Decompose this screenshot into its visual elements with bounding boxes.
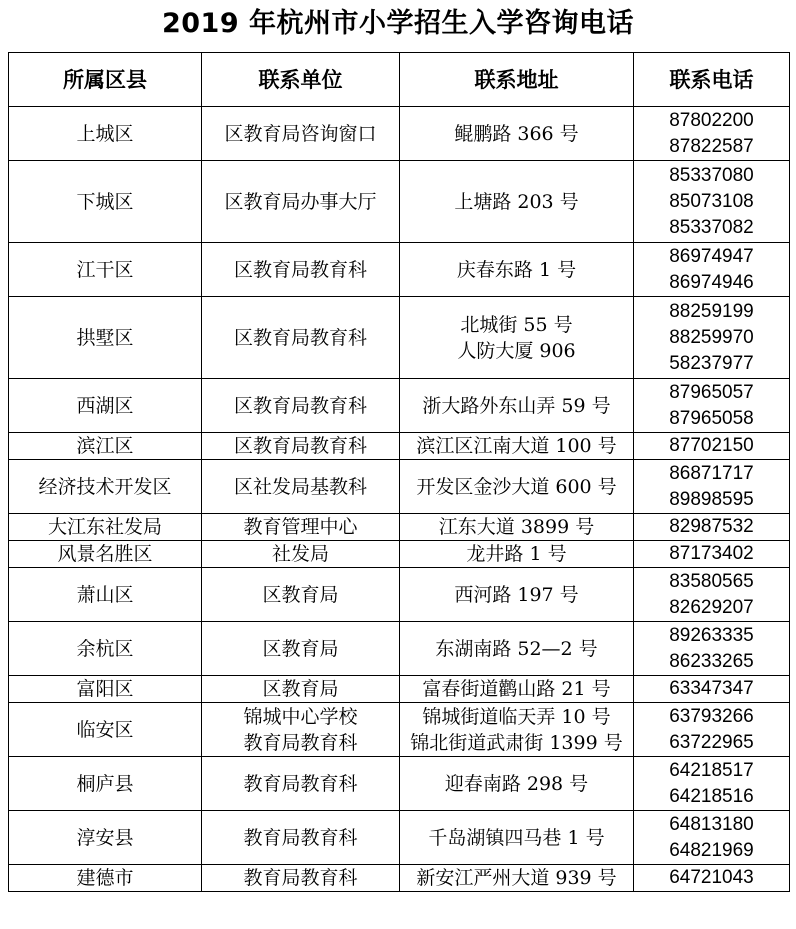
phone-number: 87965058 — [669, 407, 754, 429]
district-name: 余杭区 — [76, 637, 134, 660]
address-cell — [400, 161, 634, 243]
unit-line: 区教育局咨询窗口 — [224, 122, 377, 145]
unit-line: 教育管理中心 — [243, 516, 358, 538]
unit-line: 区教育局办事大厅 — [224, 190, 377, 213]
address-line: 北城街 55 号 — [460, 313, 573, 336]
unit-line: 教育局教育科 — [243, 731, 358, 754]
phone-number: 89263335 — [669, 624, 754, 646]
unit-cell — [202, 568, 400, 622]
phone-number: 63347347 — [669, 678, 754, 699]
address-line: 龙井路 1 号 — [466, 543, 567, 565]
unit-line: 区教育局教育科 — [233, 258, 367, 281]
address-line: 上塘路 203 号 — [454, 190, 579, 213]
table-row — [9, 541, 790, 568]
unit-cell — [202, 622, 400, 676]
address-cell — [400, 297, 634, 379]
phone-cell — [634, 460, 790, 514]
table-row — [9, 379, 790, 433]
unit-cell — [202, 107, 400, 161]
phone-cell — [634, 568, 790, 622]
district-cell — [9, 243, 202, 297]
unit-cell — [202, 676, 400, 703]
address-line: 人防大厦 906 — [457, 339, 576, 362]
address-cell — [400, 107, 634, 161]
address-cell — [400, 811, 634, 865]
table-row — [9, 161, 790, 243]
table-row — [9, 703, 790, 757]
phone-number: 64721043 — [669, 867, 754, 888]
unit-line: 教育局教育科 — [243, 772, 358, 795]
unit-cell — [202, 460, 400, 514]
phone-cell — [634, 676, 790, 703]
phone-cell — [634, 243, 790, 297]
phone-number: 63793266 — [669, 705, 754, 727]
address-cell — [400, 676, 634, 703]
phone-number: 64218516 — [669, 785, 754, 807]
unit-cell — [202, 703, 400, 757]
district-name: 上城区 — [76, 122, 134, 145]
unit-line: 锦城中心学校 — [243, 705, 358, 728]
address-cell — [400, 433, 634, 460]
address-line: 迎春南路 298 号 — [444, 772, 589, 795]
district-name: 风景名胜区 — [57, 543, 153, 565]
address-cell — [400, 757, 634, 811]
phone-number: 86871717 — [669, 462, 754, 484]
district-name: 滨江区 — [76, 435, 134, 457]
phone-number: 87802200 — [669, 109, 754, 131]
phone-cell — [634, 622, 790, 676]
unit-line: 区教育局教育科 — [233, 435, 367, 457]
phone-cell — [634, 757, 790, 811]
district-cell — [9, 568, 202, 622]
address-line: 鲲鹏路 366 号 — [454, 122, 579, 145]
table-row — [9, 243, 790, 297]
address-line: 锦北街道武肃街 1399 号 — [410, 731, 623, 754]
page-title: 2019 年杭州市小学招生入学咨询电话 — [161, 8, 635, 39]
district-cell — [9, 433, 202, 460]
district-cell — [9, 811, 202, 865]
phone-number: 85337080 — [669, 164, 754, 186]
address-cell — [400, 460, 634, 514]
unit-line: 区教育局 — [262, 678, 339, 700]
header-row — [9, 53, 790, 107]
address-line: 浙大路外东山弄 59 号 — [422, 394, 611, 417]
address-line: 西河路 197 号 — [454, 583, 579, 606]
district-cell — [9, 161, 202, 243]
district-name: 桐庐县 — [76, 772, 134, 795]
address-line: 滨江区江南大道 100 号 — [416, 435, 617, 457]
unit-line: 教育局教育科 — [243, 826, 358, 849]
phone-cell — [634, 541, 790, 568]
district-cell — [9, 379, 202, 433]
district-name: 下城区 — [76, 190, 134, 213]
unit-line: 区教育局 — [262, 583, 339, 606]
unit-line: 社发局 — [271, 543, 329, 565]
column-header-district: 所属区县 — [9, 53, 202, 107]
phone-number: 64821969 — [669, 839, 754, 861]
district-name: 江干区 — [76, 258, 134, 281]
phone-number: 87173402 — [669, 543, 754, 564]
table-row — [9, 107, 790, 161]
address-cell — [400, 243, 634, 297]
phone-number: 86974947 — [669, 245, 754, 267]
unit-line: 区社发局基教科 — [233, 475, 367, 498]
contact-table — [8, 52, 790, 892]
table-row — [9, 865, 790, 892]
address-line: 开发区金沙大道 600 号 — [416, 475, 617, 498]
district-cell — [9, 622, 202, 676]
phone-number: 88259970 — [669, 326, 754, 348]
table-row — [9, 514, 790, 541]
unit-cell — [202, 541, 400, 568]
district-cell — [9, 107, 202, 161]
district-name: 拱墅区 — [76, 326, 134, 349]
phone-number: 85337082 — [669, 216, 754, 238]
district-name: 大江东社发局 — [47, 516, 162, 538]
phone-number: 88259199 — [669, 300, 754, 322]
column-header-address: 联系地址 — [400, 53, 634, 107]
phone-cell — [634, 297, 790, 379]
phone-cell — [634, 433, 790, 460]
table-row — [9, 460, 790, 514]
table-row — [9, 811, 790, 865]
unit-line: 区教育局教育科 — [233, 394, 367, 417]
address-cell — [400, 541, 634, 568]
table-row — [9, 622, 790, 676]
address-cell — [400, 622, 634, 676]
address-cell — [400, 514, 634, 541]
address-line: 锦城街道临天弄 10 号 — [422, 705, 611, 728]
phone-cell — [634, 703, 790, 757]
column-header-phone: 联系电话 — [634, 53, 790, 107]
district-cell — [9, 297, 202, 379]
phone-number: 63722965 — [669, 731, 754, 753]
unit-cell — [202, 514, 400, 541]
table-row — [9, 568, 790, 622]
phone-number: 86974946 — [669, 271, 754, 293]
unit-cell — [202, 379, 400, 433]
phone-cell — [634, 865, 790, 892]
unit-line: 区教育局 — [262, 637, 339, 660]
district-name: 建德市 — [76, 867, 134, 889]
address-cell — [400, 568, 634, 622]
unit-cell — [202, 243, 400, 297]
phone-number: 64813180 — [669, 813, 754, 835]
phone-number: 87702150 — [669, 435, 754, 456]
district-cell — [9, 865, 202, 892]
district-name: 淳安县 — [76, 826, 134, 849]
district-cell — [9, 514, 202, 541]
table-row — [9, 757, 790, 811]
unit-cell — [202, 811, 400, 865]
unit-line: 区教育局教育科 — [233, 326, 367, 349]
unit-cell — [202, 757, 400, 811]
district-cell — [9, 676, 202, 703]
address-cell — [400, 703, 634, 757]
district-name: 富阳区 — [76, 678, 134, 700]
phone-cell — [634, 379, 790, 433]
phone-cell — [634, 514, 790, 541]
address-cell — [400, 865, 634, 892]
district-cell — [9, 541, 202, 568]
district-name: 萧山区 — [76, 583, 134, 606]
table-row — [9, 297, 790, 379]
phone-cell — [634, 161, 790, 243]
phone-number: 58237977 — [669, 352, 754, 374]
phone-cell — [634, 811, 790, 865]
phone-number: 87965057 — [669, 381, 754, 403]
district-cell — [9, 460, 202, 514]
phone-number: 83580565 — [669, 570, 754, 592]
phone-number: 87822587 — [669, 135, 754, 157]
phone-number: 89898595 — [669, 488, 754, 510]
table-body — [9, 107, 790, 892]
address-line: 东湖南路 52—2 号 — [435, 637, 598, 660]
unit-cell — [202, 865, 400, 892]
phone-number: 82987532 — [669, 516, 754, 537]
address-line: 庆春东路 1 号 — [456, 258, 577, 281]
district-cell — [9, 703, 202, 757]
district-name: 经济技术开发区 — [38, 475, 172, 498]
unit-cell — [202, 161, 400, 243]
table-header — [9, 53, 790, 107]
phone-number: 85073108 — [669, 190, 754, 212]
phone-number: 86233265 — [669, 650, 754, 672]
phone-number: 64218517 — [669, 759, 754, 781]
district-name: 临安区 — [76, 718, 134, 741]
address-line: 千岛湖镇四马巷 1 号 — [428, 826, 605, 849]
table-row — [9, 676, 790, 703]
phone-number: 82629207 — [669, 596, 754, 618]
address-line: 富春街道鹳山路 21 号 — [422, 678, 611, 700]
unit-cell — [202, 433, 400, 460]
unit-cell — [202, 297, 400, 379]
phone-cell — [634, 107, 790, 161]
address-cell — [400, 379, 634, 433]
column-header-unit: 联系单位 — [202, 53, 400, 107]
address-line: 江东大道 3899 号 — [438, 516, 595, 538]
district-name: 西湖区 — [76, 394, 134, 417]
address-line: 新安江严州大道 939 号 — [416, 867, 617, 889]
unit-line: 教育局教育科 — [243, 867, 358, 889]
table-row — [9, 433, 790, 460]
district-cell — [9, 757, 202, 811]
